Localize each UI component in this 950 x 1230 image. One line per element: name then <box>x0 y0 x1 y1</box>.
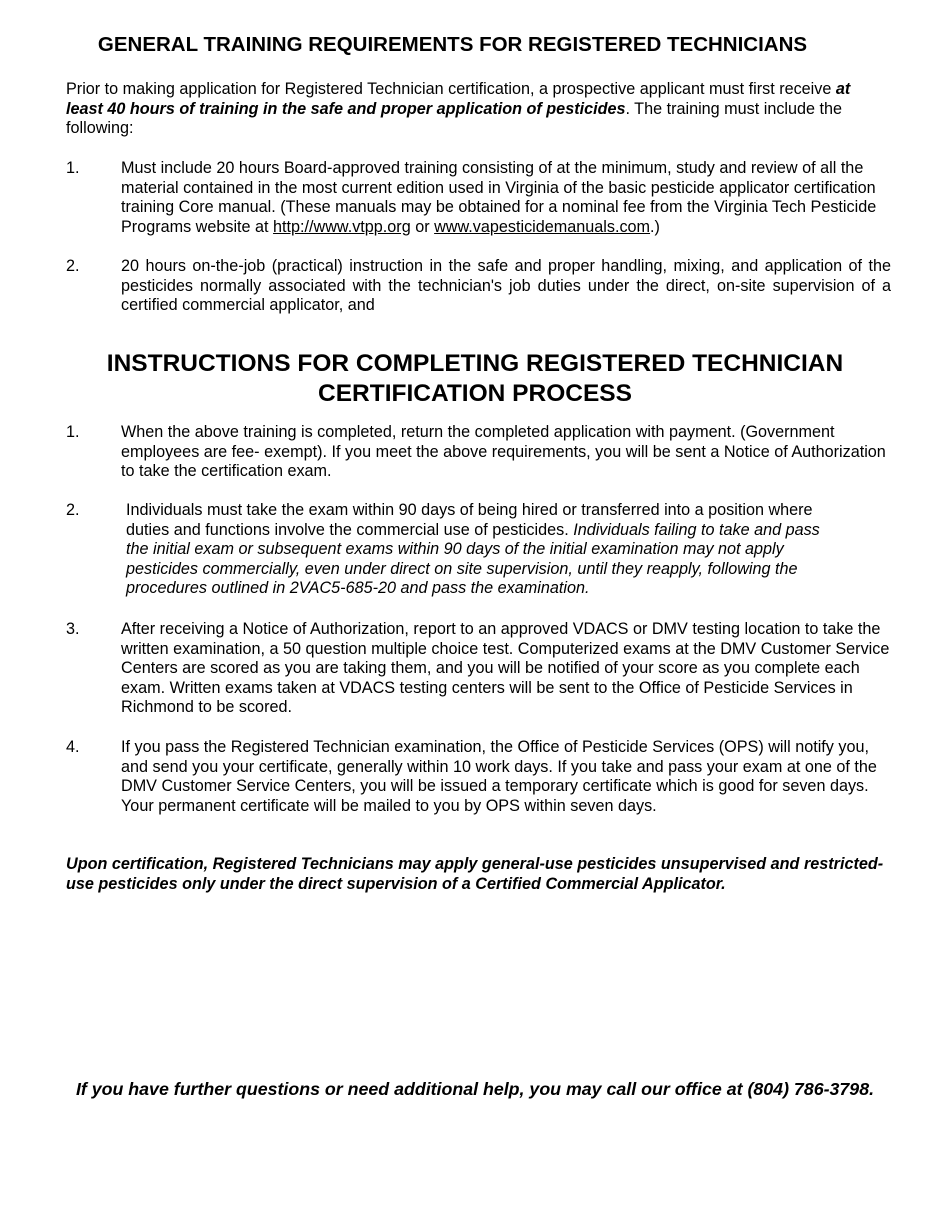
instruction-item-1 <box>66 423 891 482</box>
list-number: 1. <box>66 423 80 441</box>
training-item-1 <box>66 159 891 237</box>
list-number: 3. <box>66 620 80 638</box>
intro-emphasis: at least 40 hours of training in the safe and proper application of pesticides <box>66 80 851 118</box>
list-text <box>121 159 891 237</box>
instruction-item-2 <box>66 501 891 599</box>
list-text: If you pass the Registered Technician examination, the Office of Pesticide Services (OPS) will notify you, and send you your certificate, generally within 10 work days. If you take and pass your exam at one of the DMV Customer Service Centers, you will be issued a temporary certificate which is good for seven days. Your permanent certificate will be mailed to you by OPS within seven days. <box>121 738 877 815</box>
training-item-text: Must include 20 hours Board-approved training consisting of at the minimum, study and review of all the material contained in the most current edition used in Virginia of the basic pesticide applicator certification training Core manual. (These manuals may be obtained for a nominal fee from the Virginia Tech Pesticide Programs website at <box>121 159 877 236</box>
list-text <box>126 501 826 599</box>
list-text: When the above training is completed, return the completed application with payment. (Government employees are fee- exempt). If you meet the above requirements, you will be sent a Notice of Authorization to take the certification exam. <box>121 423 886 481</box>
vtpp-link[interactable]: http://www.vtpp.org <box>273 217 411 236</box>
instruction-item-italic-text: Individuals failing to take and pass the initial exam or subsequent exams within 90 days of the initial examination may not apply pesticides commercially, even under direct on site supervision, until they reapply, following the procedures outlined in 2VAC5-685-20 and pass the examination. <box>126 520 820 598</box>
page-title: GENERAL TRAINING REQUIREMENTS FOR REGISTERED TECHNICIANS <box>97 33 808 56</box>
list-number: 2. <box>66 501 80 519</box>
instruction-item-3 <box>66 620 891 718</box>
certification-note: Upon certification, Registered Technicians may apply general-use pesticides unsupervised and restricted-use pesticides only under the direct supervision of a Certified Commercial Applicator. <box>66 855 884 893</box>
vapesticidemanuals-link[interactable]: www.vapesticidemanuals.com <box>434 217 651 236</box>
instruction-item-text: Individuals must take the exam within 90 days of being hired or transferred into a position where duties and functions involve the commercial use of pesticides. <box>126 501 813 539</box>
section-heading <box>0 349 950 408</box>
section-heading-line2: CERTIFICATION PROCESS <box>318 379 632 407</box>
list-text: 20 hours on-the-job (practical) instruction in the safe and proper handling, mixing, and application of the pesticides normally associated with the technician's job duties under the direct, on-site supervision of a certified commercial applicator, and <box>121 257 891 315</box>
list-number: 1. <box>66 159 80 177</box>
intro-text-before: Prior to making application for Registered Technician certification, a prospective applicant must first receive <box>66 80 836 98</box>
intro-paragraph <box>66 80 886 139</box>
intro-text-after: . The training must include the following: <box>66 99 843 138</box>
training-item-text-end: .) <box>650 217 660 236</box>
training-item-2 <box>66 257 891 316</box>
list-number: 2. <box>66 257 80 275</box>
link-separator: or <box>410 217 435 236</box>
list-number: 4. <box>66 738 80 756</box>
contact-footer: If you have further questions or need additional help, you may call our office at (804) 786-3798. <box>75 1079 875 1099</box>
section-heading-line1: INSTRUCTIONS FOR COMPLETING REGISTERED TECHNICIAN <box>106 350 844 377</box>
list-text: After receiving a Notice of Authorization, report to an approved VDACS or DMV testing location to take the written examination, a 50 question multiple choice test. Computerized exams at the DMV Customer Service Centers are scored as you are taking them, and you will be notified of your score as you complete each exam. Written exams taken at VDACS testing centers will be sent to the Office of Pesticide Services in Richmond to be scored. <box>121 620 890 717</box>
instruction-item-4 <box>66 738 891 816</box>
